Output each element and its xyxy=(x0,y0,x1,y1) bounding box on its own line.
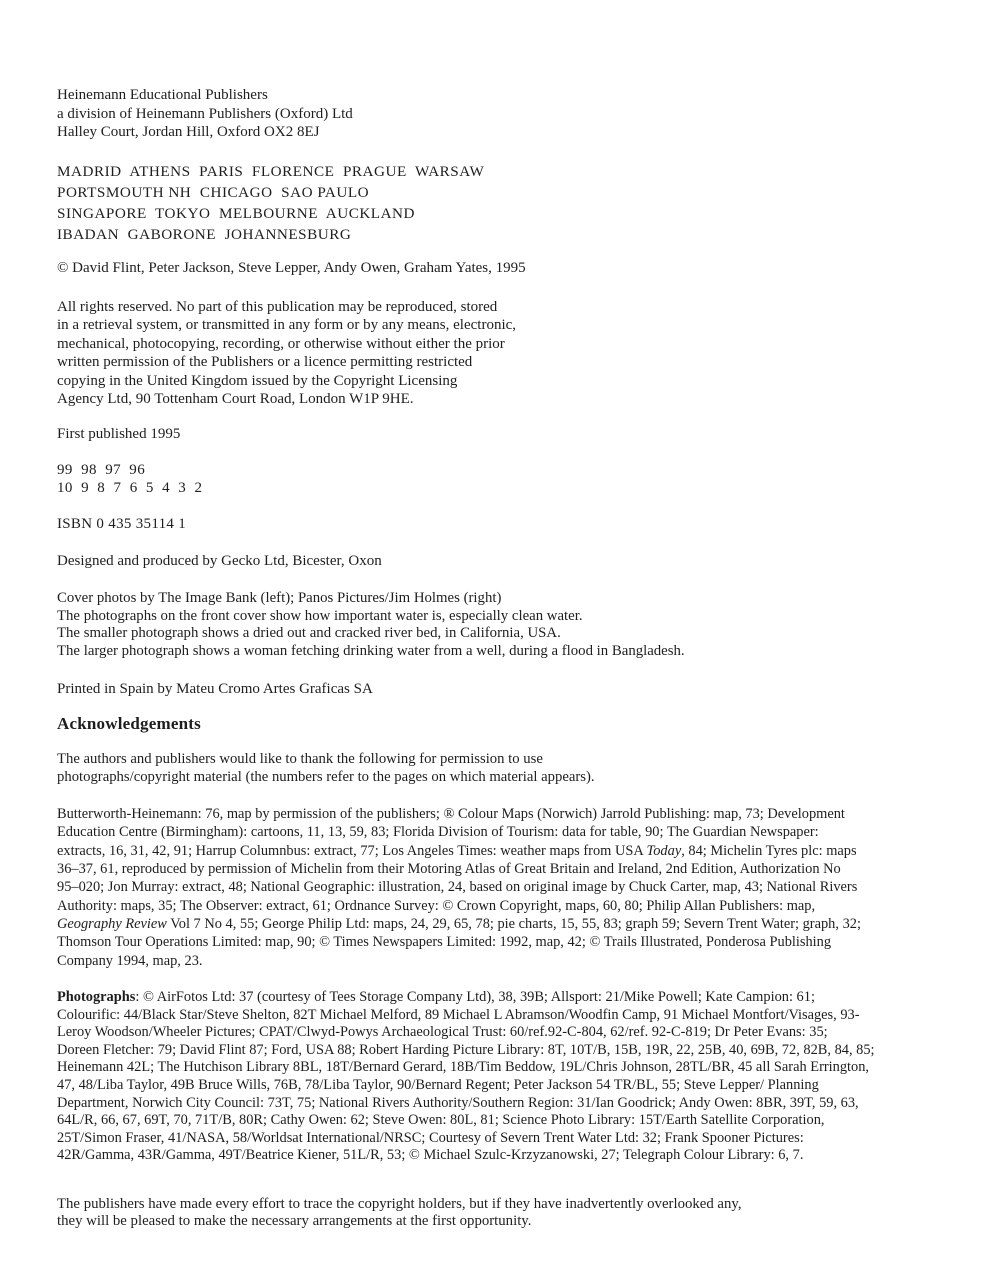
text-line xyxy=(57,842,861,860)
text-line: 25T/Simon Fraser, 41/NASA, 58/Worldsat International/NRSC; Courtesy of Severn Trent Water Ltd: 32; Frank Spooner Pictures: xyxy=(57,1129,804,1146)
text-segment: Geography Review xyxy=(57,916,167,933)
text-line: IBADAN GABORONE JOHANNESBURG xyxy=(57,226,352,243)
text-line: copying in the United Kingdom issued by the Copyright Licensing xyxy=(57,372,458,389)
text-line: Company 1994, map, 23. xyxy=(57,952,203,969)
author-copyright: © David Flint, Peter Jackson, Steve Lepper, Andy Owen, Graham Yates, 1995 xyxy=(57,260,526,276)
text-segment: extracts, 16, 31, 42, 91; Harrup Columnbus: extract, 77; Los Angeles Times: weather maps from USA xyxy=(57,842,647,859)
text-line: 10 9 8 7 6 5 4 3 2 xyxy=(57,479,203,496)
publisher-address xyxy=(57,86,353,142)
text-line: 42R/Gamma, 43R/Gamma, 49T/Beatrice Kiener, 51L/R, 53; © Michael Szulc-Krzyzanowski, 27; Telegraph Colour Library: 6, 7. xyxy=(57,1147,804,1164)
text-segment: Photographs xyxy=(57,989,136,1005)
first-published: First published 1995 xyxy=(57,426,181,442)
text-line: Heinemann Educational Publishers xyxy=(57,87,268,103)
text-line: MADRID ATHENS PARIS FLORENCE PRAGUE WARSAW xyxy=(57,163,485,180)
publisher-cities xyxy=(57,161,484,245)
text-segment: , 84; Michelin Tyres plc: maps xyxy=(681,842,857,859)
text-line: written permission of the Publishers or a licence permitting restricted xyxy=(57,354,473,371)
isbn: ISBN 0 435 35114 1 xyxy=(57,516,187,532)
cover-photo-credits xyxy=(57,590,685,661)
text-line: Colourific: 44/Black Star/Steve Shelton, 82T Michael Melford, 89 Michael L Abramson/Woodfin Camp, 91 Michael Montfort/Visages, 93- xyxy=(57,1006,860,1023)
text-line: The larger photograph shows a woman fetching drinking water from a well, during a flood in Bangladesh. xyxy=(57,643,685,660)
text-line: 36–37, 61, reproduced by permission of Michelin from their Motoring Atlas of Great Britain and Ireland, 2nd Edition, Authorization No xyxy=(57,861,841,878)
text-line: The photographs on the front cover show how important water is, especially clean water. xyxy=(57,607,583,624)
text-line: 47, 48/Liba Taylor, 49B Bruce Wills, 76B, 78/Liba Taylor, 90/Bernard Regent; Peter Jackson 54 TR/BL, 55; Steve Lepper/ Planning xyxy=(57,1076,819,1093)
text-segment: Today xyxy=(646,842,682,859)
text-line: 95–020; Jon Murray: extract, 48; National Geographic: illustration, 24, based on original image by Chuck Carter, map, 43; National Rivers xyxy=(57,879,858,896)
text-line: Thomson Tour Operations Limited: map, 90; © Times Newspapers Limited: 1992, map, 42; © Trails Illustrated, Ponderosa Publishing xyxy=(57,934,832,951)
acknowledgements-credits xyxy=(57,805,861,970)
text-line: Butterworth-Heinemann: 76, map by permission of the publishers; ® Colour Maps (Norwich) Jarrold Publishing: map, 73; Development xyxy=(57,806,845,822)
photograph-credits xyxy=(57,989,875,1165)
text-segment: Vol 7 No 4, 55; George Philip Ltd: maps, 24, 29, 65, 78; pie charts, 15, 55, 83; graph 59; Severn Trent Water; graph, 32; xyxy=(166,916,861,933)
text-line: in a retrieval system, or transmitted in any form or by any means, electronic, xyxy=(57,317,517,334)
copyright-holders-note xyxy=(57,1196,742,1230)
text-line: a division of Heinemann Publishers (Oxford) Ltd xyxy=(57,105,353,122)
text-line xyxy=(57,915,861,933)
text-line: Heinemann 42L; The Hutchison Library 8BL, 18T/Bernard Gerard, 18B/Tim Beddow, 19L/Chris Johnson, 28TL/BR, 45 all Sarah Errington, xyxy=(57,1059,870,1076)
text-line: Education Centre (Birmingham): cartoons, 11, 13, 59, 83; Florida Division of Tourism: data for table, 90; The Guardian Newspaper: xyxy=(57,824,819,841)
text-line: Doreen Fletcher: 79; David Flint 87; Ford, USA 88; Robert Harding Picture Library: 8T, 10T/B, 15B, 19R, 22, 25B, 40, 69B, 72, 82B, 84, 85; xyxy=(57,1041,875,1058)
text-segment: : © AirFotos Ltd: 37 (courtesy of Tees Storage Company Ltd), 38, 39B; Allsport: 21/Mike Powell; Kate Campion: 61; xyxy=(135,989,815,1005)
text-line: Halley Court, Jordan Hill, Oxford OX2 8EJ xyxy=(57,124,320,141)
acknowledgements-heading: Acknowledgements xyxy=(57,714,201,733)
print-run-numbers xyxy=(57,462,202,498)
printed-in: Printed in Spain by Mateu Cromo Artes Graficas SA xyxy=(57,681,373,697)
text-line: Department, Norwich City Council: 73T, 75; National Rivers Authority/Southern Region: 31/Ian Goodrick; Andy Owen: 8BR, 39T, 59, 63, xyxy=(57,1094,859,1111)
text-line: The smaller photograph shows a dried out and cracked river bed, in California, USA. xyxy=(57,625,561,642)
text-line: The authors and publishers would like to thank the following for permission to use xyxy=(57,751,543,767)
text-line: The publishers have made every effort to trace the copyright holders, but if they have inadvertently overlooked any, xyxy=(57,1196,742,1212)
text-line: PORTSMOUTH NH CHICAGO SAO PAULO xyxy=(57,184,370,201)
text-line: mechanical, photocopying, recording, or otherwise without either the prior xyxy=(57,335,505,352)
rights-notice xyxy=(57,298,516,408)
text-line: they will be pleased to make the necessary arrangements at the first opportunity. xyxy=(57,1212,532,1229)
acknowledgements-intro xyxy=(57,751,595,786)
text-line: SINGAPORE TOKYO MELBOURNE AUCKLAND xyxy=(57,205,415,222)
text-line: 99 98 97 96 xyxy=(57,462,146,478)
design-credit: Designed and produced by Gecko Ltd, Bicester, Oxon xyxy=(57,553,382,569)
text-line: All rights reserved. No part of this publication may be reproduced, stored xyxy=(57,299,498,315)
text-line: 64L/R, 66, 67, 69T, 70, 71T/B, 80R; Cathy Owen: 62; Steve Owen: 80L, 81; Science Photo Library: 15T/Earth Satellite Corporation, xyxy=(57,1112,825,1129)
text-line xyxy=(57,989,875,1007)
text-line: Leroy Woodson/Wheeler Pictures; CPAT/Clwyd-Powys Archaeological Trust: 60/ref.92-C-804, 62/ref. 92-C-819; Dr Peter Evans: 35; xyxy=(57,1024,828,1041)
text-line: Agency Ltd, 90 Tottenham Court Road, London W1P 9HE. xyxy=(57,391,414,408)
text-line: photographs/copyright material (the numbers refer to the pages on which material appears). xyxy=(57,768,595,785)
text-line: Cover photos by The Image Bank (left); Panos Pictures/Jim Holmes (right) xyxy=(57,590,502,606)
text-line: Authority: maps, 35; The Observer: extract, 61; Ordnance Survey: © Crown Copyright, maps, 60, 80; Philip Allan Publishers: map, xyxy=(57,897,816,914)
